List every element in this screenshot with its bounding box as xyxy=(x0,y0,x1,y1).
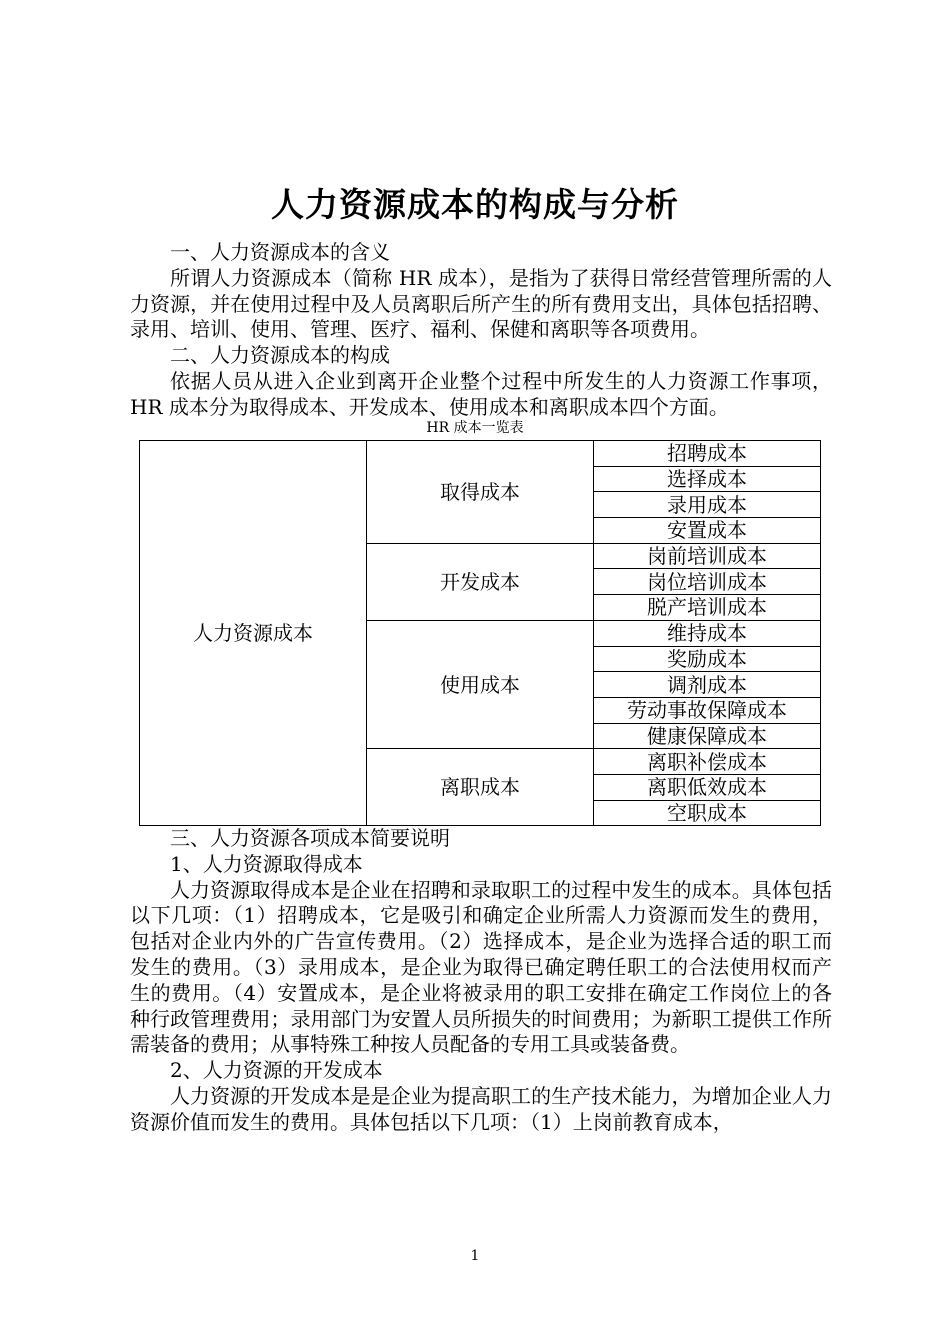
cost-item-cell: 维持成本 xyxy=(594,620,821,646)
cost-group-cell: 离职成本 xyxy=(367,749,594,826)
section-heading: 三、人力资源各项成本简要说明 xyxy=(170,826,450,850)
cost-item-cell: 空职成本 xyxy=(594,800,821,826)
cost-item-cell: 岗前培训成本 xyxy=(594,543,821,569)
cost-group-cell: 开发成本 xyxy=(367,543,594,620)
paragraph: 人力资源的开发成本是是企业为提高职工的生产技术能力，为增加企业人力资源价值而发生的费用。具体包括以下几项：（1）上岗前教育成本， xyxy=(130,1083,832,1134)
cost-item-cell: 离职低效成本 xyxy=(594,774,821,800)
cost-item-cell: 岗位培训成本 xyxy=(594,569,821,595)
cost-item-cell: 劳动事故保障成本 xyxy=(594,697,821,723)
cost-item-cell: 健康保障成本 xyxy=(594,723,821,749)
document-title: 人力资源成本的构成与分析 xyxy=(271,185,679,224)
paragraph: 所谓人力资源成本（简称 HR 成本），是指为了获得日常经营管理所需的人力资源，并在使用过程中及人员离职后所产生的所有费用支出，具体包括招聘、录用、培训、使用、管理、医疗、福利、保健和离职等各项费用。 xyxy=(130,265,832,342)
subsection-heading: 2、人力资源的开发成本 xyxy=(170,1058,383,1083)
table-row xyxy=(140,441,821,467)
cost-group-cell: 取得成本 xyxy=(367,441,594,544)
cost-group-cell: 使用成本 xyxy=(367,620,594,748)
explanation-section xyxy=(130,826,832,1136)
cost-item-cell: 招聘成本 xyxy=(594,441,821,467)
page-number: 1 xyxy=(470,1248,480,1264)
root-category-cell: 人力资源成本 xyxy=(140,441,367,826)
section-heading: 一、人力资源成本的含义 xyxy=(170,240,390,264)
paragraph: 依据人员从进入企业到离开企业整个过程中所发生的人力资源工作事项，HR 成本分为取得成本、开发成本、使用成本和离职成本四个方面。 xyxy=(130,368,832,419)
cost-item-cell: 录用成本 xyxy=(594,492,821,518)
table-caption: HR 成本一览表 xyxy=(426,420,524,436)
intro-section xyxy=(130,240,832,421)
cost-item-cell: 奖励成本 xyxy=(594,646,821,672)
section-heading: 二、人力资源成本的构成 xyxy=(170,343,390,368)
cost-item-cell: 选择成本 xyxy=(594,466,821,492)
cost-item-cell: 安置成本 xyxy=(594,518,821,544)
cost-item-cell: 离职补偿成本 xyxy=(594,749,821,775)
hr-cost-table xyxy=(139,440,821,826)
paragraph: 人力资源取得成本是企业在招聘和录取职工的过程中发生的成本。具体包括以下几项：（1）招聘成本，它是吸引和确定企业所需人力资源而发生的费用，包括对企业内外的广告宣传费用。（2）选择成本，是企业为选择合适的职工而发生的费用。（3）录用成本，是企业为取得已确定聘任职工的合法使用权而产生的费用。（4）安置成本，是企业将被录用的职工安排在确定工作岗位上的各种行政管理费用；录用部门为安置人员所损失的时间费用；为新职工提供工作所需装备的费用；从事特殊工种按人员配备的专用工具或装备费。 xyxy=(130,877,832,1057)
cost-item-cell: 调剂成本 xyxy=(594,672,821,698)
cost-item-cell: 脱产培训成本 xyxy=(594,595,821,621)
subsection-heading: 1、人力资源取得成本 xyxy=(170,851,363,876)
